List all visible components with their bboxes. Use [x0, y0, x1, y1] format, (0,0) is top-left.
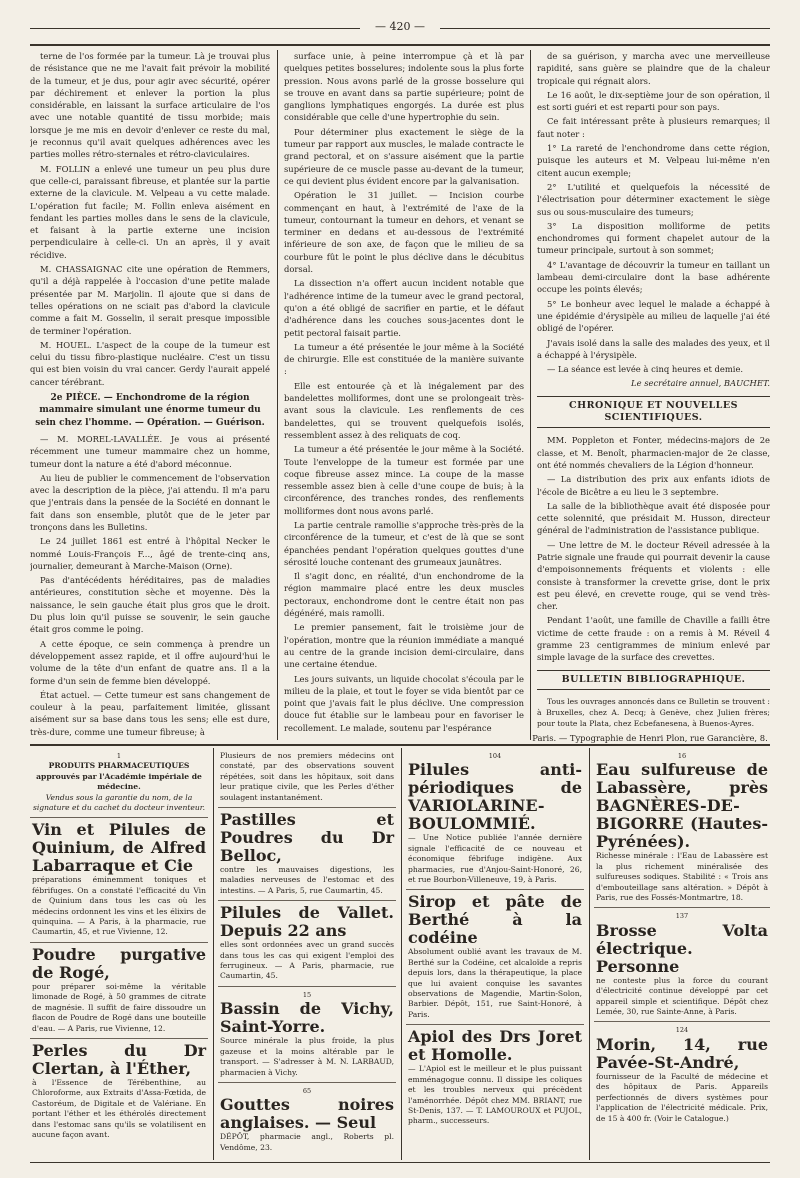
advertisements: [30, 748, 770, 1160]
paragraph: surface unie, à peine interrompue çà et là par quelques petites bosselures; indolente sous la plus forte pression. Nous avons parlé de la grosse bosselure qui se trouve en avant dans sa partie supérieure; point de ganglions lymphatiques engorgés. La durée est plus considérable que celle d'une hypertrophie du sein.: [284, 51, 524, 123]
ad-number: 1: [116, 752, 122, 760]
ad-text: à l'Essence de Térébenthine, au Chloroforme, aux Extraits d'Assa-Fœtida, de Castoréum, de Digitale et de Valériane. En portant l'éther et les éthérolés directement dans l'estomac sans qu'ils se volatilisent en aucune façon avant.: [32, 1077, 206, 1139]
paragraph: Elle est entourée çà et là inégalement par des bandelettes molliformes, dont une se prolongeait très-avant sous la clavicule. Les renflements de ces bandelettes, qui se trouvent quelquefois isolés, ressemblent assez à des reliquats de coq.: [284, 380, 524, 440]
ad-heading: Apiol des Drs Joret et Homolle.: [408, 1027, 582, 1065]
page-header: [30, 18, 770, 42]
bulletin-heading: BULLETIN BIBLIOGRAPHIQUE.: [537, 670, 770, 690]
article-column-2: [284, 50, 524, 740]
ad-block: [594, 748, 770, 908]
ad-heading: Bassin de Vichy, Saint-Yorre.: [220, 999, 394, 1037]
paragraph: M. CHASSAIGNAC cite une opération de Remmers, qu'il a déjà rappelée à l'occasion d'une petite malade présentée par M. Marjolin. Il ajoute que si dans de telles opérations on ne sciait pas d'abord la clavicule comme a fait M. Gosselin, il serait presque impossible de terminer l'opération.: [30, 264, 270, 336]
ad-block: [218, 748, 396, 808]
paragraph: Le 16 août, le dix-septième jour de son opération, il est sorti guéri et est reparti pour son pays.: [537, 89, 770, 113]
paragraph: de sa guérison, y marcha avec une merveilleuse rapidité, sans guère se plaindre que de la chaleur tropicale qui régnait alors.: [537, 51, 770, 86]
ad-text: pour préparer soi-même la véritable limonade de Rogé, à 50 grammes de citrate de magnésie. Il suffit de faire dissoudre un flacon de Poudre de Rogé dans une bouteille d'eau. — A Paris, rue Vivienne, 12.: [32, 981, 206, 1033]
bottom-rule: [30, 1162, 770, 1163]
article-column-3: [537, 50, 770, 730]
paragraph: Ce fait intéressant prête à plusieurs remarques; il faut noter :: [537, 116, 770, 139]
ad-heading: Gouttes noires anglaises. — Seul: [220, 1095, 394, 1133]
ad-block: [218, 987, 396, 1083]
paragraph: La salle de la bibliothèque avait été disposée pour cette solennité, que présidait M. Husson, directeur général de l'administration de l'assistance publique.: [537, 500, 770, 536]
paragraph: — La séance est levée à cinq heures et demie.: [547, 364, 744, 375]
ad-text: fournisseur de la Faculté de médecine et des hôpitaux de Paris. Appareils perfectionnés de divers systèmes pour l'application de l'électricité médicale. Prix, de 15 à 400 fr. (Voir le Catalogue.): [596, 1071, 768, 1123]
ad-heading: Sirop et pâte de Berthé à la codéine: [408, 892, 582, 948]
ad-number: 137: [675, 912, 689, 921]
ad-number: 15: [302, 990, 312, 999]
ad-heading: Pilules anti-périodiques de VARIOLARINE-BOULOMMIÉ.: [408, 760, 582, 834]
chronique-heading: CHRONIQUE ET NOUVELLES SCIENTIFIQUES.: [537, 396, 770, 429]
ad-block: [218, 808, 396, 901]
ad-text: Vendus sous la garantie du nom, de la signature et du cachet du docteur inventeur.: [32, 792, 206, 813]
ad-block: [406, 1025, 584, 1130]
paragraph: A cette époque, ce sein commença à prendre un développement assez rapide, et il offre aujourd'hui le volume de la tête d'un enfant de quatre ans. Il a la forme d'un sein de femme bien développé.: [30, 638, 270, 686]
column-divider: [401, 748, 402, 1160]
ad-heading: Poudre purgative de Rogé,: [32, 944, 206, 982]
paragraph: Pour déterminer plus exactement le siège de la tumeur par rapport aux muscles, le malade contracte le grand pectoral, et on s'assure aisément que la partie supérieure de ce muscle passe au-devant de la tumeur, ce qui devient plus évident encore par la galvanisation.: [284, 126, 524, 186]
paragraph: terne de l'os formée par la tumeur. Là je trouvai plus de résistance que ne me l'avait fait prévoir la mobilité de la tumeur, et je dus, pour agir avec sécurité, opérer par déchirement et enlever la portion la plus considérable, en laissant la surface articulaire de l'os avec une notable quantité de tissu morbide; mais lorsque je me mis en devoir d'enlever ce reste du mal, je reconnus qu'il avait quelques adhérences avec les parties molles rétro-sternales et rétro-claviculaires.: [30, 51, 270, 160]
header-rule-right: [440, 28, 770, 29]
paragraph: Les jours suivants, un liquide chocolat s'écoula par le milieu de la plaie, et tout le foyer se vida bientôt par ce point que j'avais fait le plus déclive. Une compression douce fut établie sur le lambeau pour en favoriser le recollement. Le malade, soutenu par l'espérance: [284, 673, 524, 733]
ad-column-2: [218, 748, 396, 1160]
paragraph: Opération le 31 juillet. — Incision courbe commençant en haut, à l'extrémité de l'axe de la tumeur, contournant la tumeur en dehors, et venant se terminer en dedans et au-dessous de l'extrémité inférieure de son axe, de façon que le milieu de sa courbure fût le point le plus déclive dans le décubitus dorsal.: [284, 190, 524, 275]
ad-text: Richesse minérale : l'Eau de Labassère est la plus richement minéralisée des sulfureuses sodiques. Stabilité : « Trois ans d'embouteillage sans altération. » Dépôt à Paris, rue des Fossés-Montmartre, 18.: [596, 851, 768, 903]
ad-column-4: [594, 748, 770, 1160]
paragraph: La dissection n'a offert aucun incident notable que l'adhérence intime de la tumeur avec le grand pectoral, qu'on a été obligé de sacrifier en partie, et le défaut d'adhérence dans les couches sous-jacentes dont le petit pectoral faisait partie.: [284, 278, 524, 338]
ad-number: 65: [302, 1086, 312, 1095]
ad-text: Absolument oublié avant les travaux de M. Berthé sur la Codéine, cet alcaloïde a repris depuis lors, dans la thérapeutique, la place que lui avaient conquise les savantes observations de Magendie, Martin-Solon, Barbier. Dépôt, 151, rue Saint-Honoré, à Paris.: [408, 947, 582, 1019]
article-column-1: [30, 50, 270, 740]
ad-heading: Eau sulfureuse de Labassère, près BAGNÈRES-DE-BIGORRE (Hautes-Pyrénées).: [596, 760, 768, 852]
ad-column-3: [406, 748, 584, 1160]
paragraph: 1° La rareté de l'enchondrome dans cette région, puisque les auteurs et M. Velpeau lui-même n'en citent aucun exemple;: [537, 143, 770, 178]
ad-heading: Pilules de Vallet. Depuis 22 ans: [220, 903, 394, 941]
ad-heading: Vin et Pilules de Quinium, de Alfred Labarraque et Cie: [32, 820, 206, 876]
ad-text: — Une Notice publiée l'année dernière signale l'efficacité de ce nouveau et économique fébrifuge indigène. Aux pharmacies, rue d'Anjou-Saint-Honoré, 26, et rue Bourbon-Villeneuve, 19, à Paris.: [408, 833, 582, 885]
paragraph: Le 24 juillet 1861 est entré à l'hôpital Necker le nommé Louis-François F..., âgé de trente-cinq ans, journalier, demeurant à Marche-Maison (Orne).: [30, 536, 270, 571]
column-divider: [530, 50, 531, 740]
paragraph: M. HOUEL. L'aspect de la coupe de la tumeur est celui du tissu fibro-plastique nucléaire. C'est un tissu qui est bien voisin du vrai cancer. Gerdy l'aurait appelé cancer térébrant.: [30, 339, 270, 387]
top-rule: [30, 44, 770, 46]
ad-block: [30, 748, 208, 818]
ad-block: [406, 748, 584, 890]
section-heading: 2e PIÈCE. — Enchondrome de la région mammaire simulant une énorme tumeur du sein chez l'homme. — Opération. — Guérison.: [35, 393, 265, 428]
ad-column-1: [30, 748, 208, 1160]
ads-top-rule: [30, 744, 770, 746]
paragraph: 2° L'utilité et quelquefois la nécessité de l'électrisation pour déterminer exactement le siège sus ou sous-musculaire des tumeurs;: [537, 181, 770, 217]
paragraph: Il s'agit donc, en réalité, d'un enchondrome de la région mammaire placé entre les deux muscles pectoraux, enchondrome dont le centre était non pas dégénéré, mais ramolli.: [284, 571, 524, 619]
ad-text: elles sont ordonnées avec un grand succès dans tous les cas qui exigent l'emploi des ferrugineux. — A Paris, pharmacie, rue Caumartin, 45.: [220, 940, 394, 981]
paragraph: Au lieu de publier le commencement de l'observation avec la description de la pièce, j'ai attendu. Il m'a paru que j'entrais dans la pensée de la Société en donnant le fait dans son ensemble, plutôt que de le jeter par tronçons dans les Bulletins.: [30, 472, 270, 532]
ad-block: [594, 1022, 770, 1127]
column-divider: [589, 748, 590, 1160]
paragraph: La tumeur a été présentée le jour même à la Société. Toute l'enveloppe de la tumeur est formée par une coque fibreuse assez mince. La coupe de la masse ressemble assez bien à celle d'une coupe de buis; à la circonférence, des tranches rondes, des renflements molliformes dont nous avons parlé.: [284, 444, 524, 516]
ad-heading: PRODUITS PHARMACEUTIQUES approuvés par l'Académie impériale de médecine.: [36, 761, 202, 792]
ad-text: Plusieurs de nos premiers médecins ont constaté, par des observations souvent répétées, soit dans les hôpitaux, soit dans leur pratique civile, que les Perles d'éther soulagent instantanément.: [220, 751, 394, 802]
column-divider: [213, 748, 214, 1160]
ad-number: 104: [488, 752, 502, 760]
paragraph: M. FOLLIN a enlevé une tumeur un peu plus dure que celle-ci, paraissant fibreuse, et plantée sur la partie externe de la clavicule. M. Velpeau a vu cette malade. L'opération fut facile; M. Follin enleva aisément en fendant les parties molles dans le sens de la clavicule, et faisant à la partie externe une incision perpendiculaire à celle-ci. Un an après, il y avait récidive.: [30, 163, 270, 260]
ad-heading: Pastilles et Poudres du Dr Belloc,: [220, 810, 394, 866]
ad-block: [30, 943, 208, 1039]
paragraph: — Une lettre de M. le docteur Réveil adressée à la Patrie signale une fraude qui pourrait devenir la cause d'empoisonnements fréquents et violents : elle consiste à transformer la crevette grise, dont le prix est peu élevé, en crevette rouge, qui se vend très-cher.: [537, 539, 770, 612]
ad-text: préparations éminemment toniques et fébrifuges. On a constaté l'efficacité du Vin de Quinium dans tous les cas où les médecins ordonnent les vins et les élixirs de quinquina. — A Paris, à la pharmacie, rue Caumartin, 45, et rue Vivienne, 12.: [32, 875, 206, 937]
paragraph: La tumeur a été présentée le jour même à la Société de chirurgie. Elle est constituée de la manière suivante :: [284, 341, 524, 377]
ad-text: Source minérale la plus froide, la plus gazeuse et la moins altérable par le transport. — S'adresser à M. N. LARBAUD, pharmacien à Vichy.: [220, 1036, 394, 1077]
paragraph: J'avais isolé dans la salle des malades des yeux, et il a échappé à l'érysipèle.: [537, 337, 770, 360]
imprint-line: Paris. — Typographie de Henri Plon, rue Garancière, 8.: [532, 733, 768, 743]
ad-text: ne conteste plus la force du courant d'électricité continue développé par cet appareil simple et scientifique. Dépôt chez Lemée, 30, rue Sainte-Anne, à Paris.: [596, 975, 768, 1017]
paragraph: 5° Le bonheur avec lequel le malade a échappé à une épidémie d'érysipèle au milieu de laquelle j'ai été obligé de l'opérer.: [537, 298, 770, 334]
signature-line: Le secrétaire annuel, BAUCHET.: [631, 378, 770, 389]
ad-block: [406, 890, 584, 1025]
ad-block: [218, 1083, 396, 1157]
paragraph: MM. Poppleton et Fonter, médecins-majors de 2e classe, et M. Benoît, pharmacien-major de 2e classe, ont été nommés chevaliers de la Légion d'honneur.: [537, 435, 770, 470]
paragraph: Le premier pansement, fait le troisième jour de l'opération, montre que la réunion immédiate a manqué au centre de la grande incision demi-circulaire, dans une certaine étendue.: [284, 622, 524, 670]
ad-number: 16: [677, 752, 687, 760]
paragraph: 4° L'avantage de découvrir la tumeur en taillant un lambeau demi-circulaire dont la base adhérente occupe les points élevés;: [537, 259, 770, 295]
ad-number: 124: [675, 1026, 689, 1035]
ad-heading: Morin, 14, rue Pavée-St-André,: [596, 1034, 768, 1072]
page-number: — 420 —: [375, 20, 425, 33]
paragraph: La partie centrale ramollie s'approche très-près de la circonférence de la tumeur, et c'est de là que se sont épanchées pendant l'opération quelques gouttes d'une sérosité louche contenant des grumeaux jaunâtres.: [284, 519, 524, 567]
ad-text: — L'Apiol est le meilleur et le plus puissant emménagogue connu. Il dissipe les coliques et les troubles nerveux qui précèdent l'aménorrhée. Dépôt chez MM. BRIANT, rue St-Denis, 137. — T. LAMOUROUX et PUJOL, pharm., successeurs.: [408, 1064, 582, 1126]
paragraph: Pas d'antécédents héréditaires, pas de maladies antérieures, constitution sèche et moyenne. Dès la naissance, le sein gauche était plus gros que le droit. Du plus loin qu'il puisse se souvenir, le sein gauche était gros comme le poing.: [30, 575, 270, 635]
ad-heading: Perles du Dr Clertan, à l'Éther,: [32, 1040, 206, 1078]
ad-block: [30, 818, 208, 942]
paragraph: — M. MOREL-LAVALLÉE. Je vous ai présenté récemment une tumeur mammaire chez un homme, tumeur dont la nature a été d'abord méconnue.: [30, 433, 270, 469]
ad-text: contre les mauvaises digestions, les maladies nerveuses de l'estomac et des intestins. — A Paris, 5, rue Caumartin, 45.: [220, 865, 394, 895]
ad-block: [30, 1039, 208, 1144]
paragraph: Pendant 1'août, une famille de Chaville a failli être victime de cette fraude : on a remis à M. Réveil 4 gramme 23 centigrammes de minium enlevé par simple lavage de la surface des crevettes.: [537, 615, 770, 663]
ad-text: DÉPÔT, pharmacie angl., Roberts pl. Vendôme, 23.: [220, 1132, 394, 1152]
ad-heading: Brosse Volta électrique. Personne: [596, 920, 768, 976]
paragraph: État actuel. — Cette tumeur est sans changement de couleur à la peau, parfaitement limitée, glissant aisément sur sa base dans tous les sens; elle est dure, très-dure, comme une tumeur fibreuse; à: [30, 689, 270, 737]
ad-block: [218, 901, 396, 987]
column-divider: [277, 50, 278, 740]
paragraph: 3° La disposition molliforme de petits enchondromes qui forment chapelet autour de la tumeur principale, surtout à son sommet;: [537, 220, 770, 256]
paragraph: Tous les ouvrages annoncés dans ce Bulletin se trouvent : à Bruxelles, chez A. Decq; à Genève, chez Julien frères; pour toute la Plata, chez Ecbefanesena, à Buenos-Ayres.: [537, 696, 770, 728]
paragraph: — La distribution des prix aux enfants idiots de l'école de Bicêtre a eu lieu le 3 septembre.: [537, 474, 770, 497]
ad-block: [594, 908, 770, 1022]
